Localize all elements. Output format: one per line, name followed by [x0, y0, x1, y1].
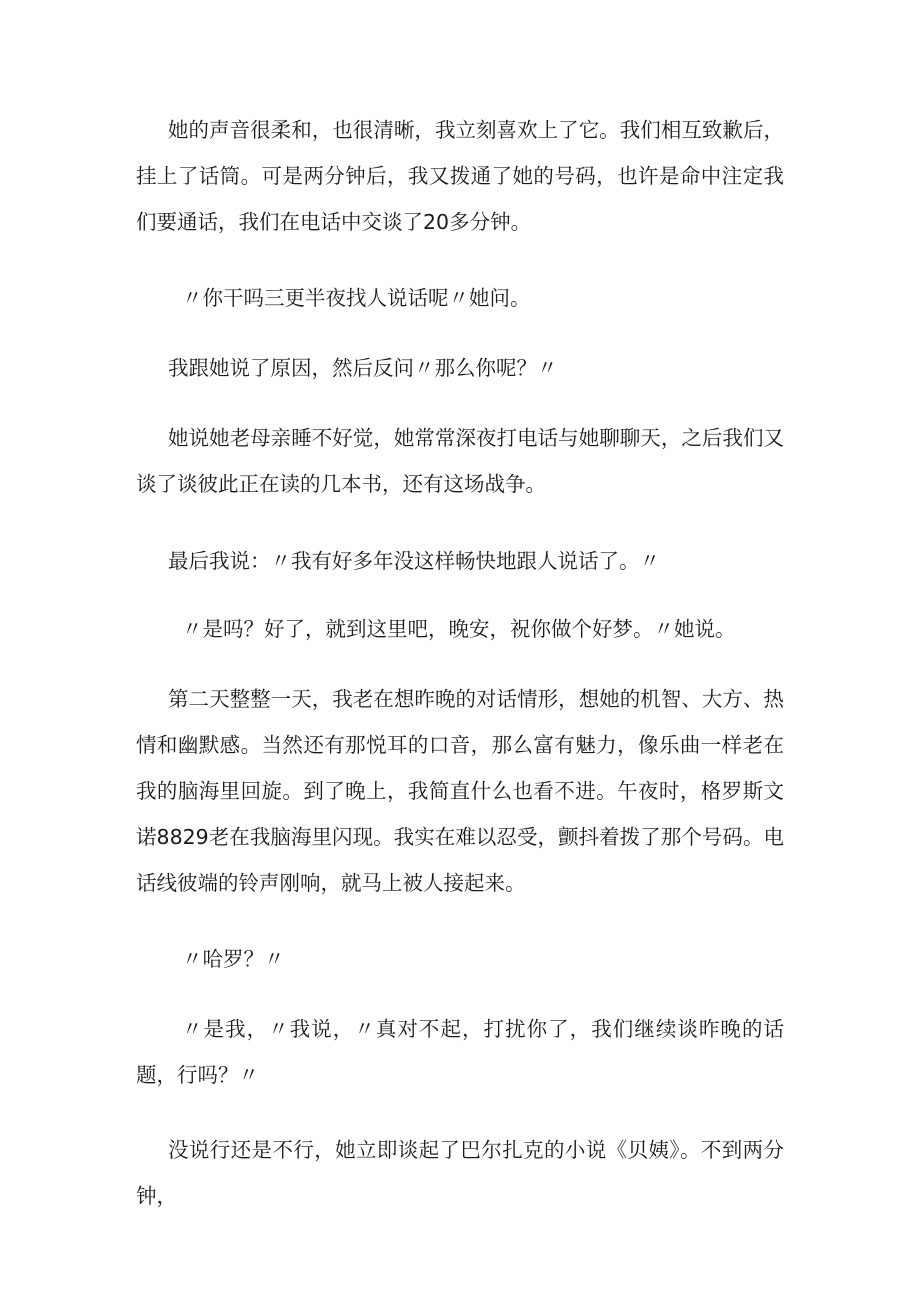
- paragraph-6: 〃是吗？好了，就到这里吧，晚安，祝你做个好梦。〃她说。: [182, 617, 736, 641]
- paragraph-8: 〃哈罗？〃: [182, 947, 285, 971]
- paragraph-5: 最后我说：〃我有好多年没这样畅快地跟人说话了。〃: [168, 549, 660, 573]
- paragraph-10: 没说行还是不行，她立即谈起了巴尔扎克的小说《贝姨》。不到两分钟，: [136, 1138, 784, 1208]
- paragraph-7: 第二天整整一天，我老在想昨晚的对话情形，想她的机智、大方、热情和幽默感。当然还有那悦耳的口音，那么富有魅力，像乐曲一样老在我的脑海里回旋。到了晚上，我简直什么也看不进。午夜时，格罗斯文诺8829老在我脑海里闪现。我实在难以忍受，颤抖着拨了那个号码。电话线彼端的铃声刚响，就马上被人接起来。: [136, 687, 784, 895]
- paragraph-1: 她的声音很柔和，也很清晰，我立刻喜欢上了它。我们相互致歉后，挂上了话筒。可是两分钟后，我又拨通了她的号码，也许是命中注定我们要通话，我们在电话中交谈了20多分钟。: [136, 118, 784, 234]
- paragraph-2: 〃你干吗三更半夜找人说话呢〃她问。: [182, 286, 531, 310]
- paragraph-9: 〃是我，〃我说，〃真对不起，打扰你了，我们继续谈昨晚的话题，行吗？〃: [136, 1017, 784, 1087]
- paragraph-4: 她说她老母亲睡不好觉，她常常深夜打电话与她聊聊天，之后我们又谈了谈彼此正在读的几本书，还有这场战争。: [136, 426, 784, 496]
- paragraph-3: 我跟她说了原因，然后反问〃那么你呢？〃: [168, 356, 558, 380]
